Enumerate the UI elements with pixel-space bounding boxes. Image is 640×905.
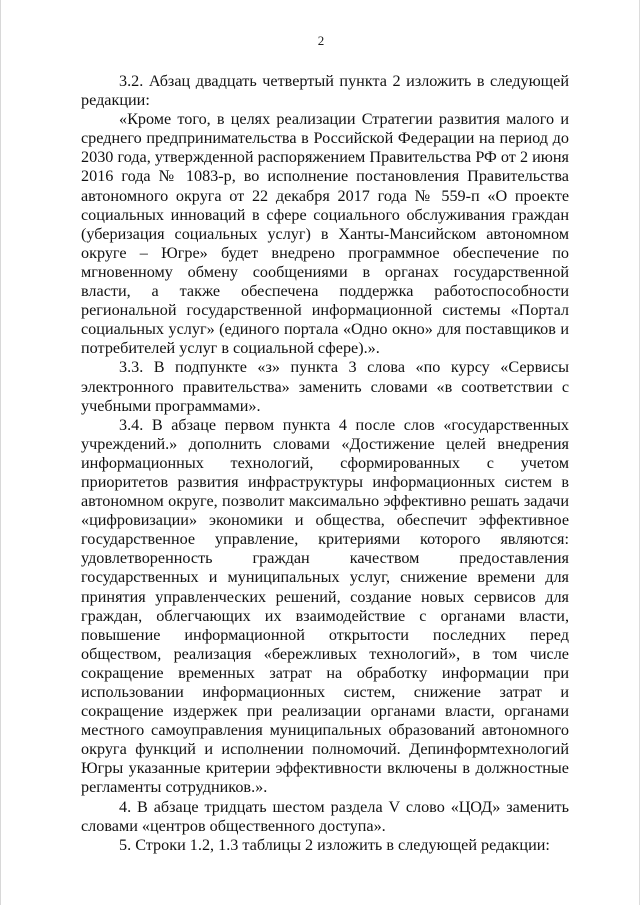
document-body — [81, 72, 569, 855]
paragraph-5: 5. Строки 1.2, 1.3 таблицы 2 изложить в следующей редакции: — [119, 835, 550, 854]
paragraph-4: 4. В абзаце тридцать шестом раздела V слово «ЦОД» заменить словами «центров общественного доступа». — [81, 797, 569, 835]
page-number: 2 — [317, 33, 325, 48]
paragraph-3-3: 3.3. В подпункте «з» пункта 3 слова «по курсу «Сервисы электронного правительства» заменить словами «в соответствии с учебными программами». — [81, 358, 569, 415]
paragraph-quote-strategy: «Кроме того, в целях реализации Стратегии развития малого и среднего предпринимательства в Российской Федерации на период до 2030 года, утвержденной распоряжением Правительства РФ от 2 июня 2016 года № 1083-р, во исполнение постановления Правительства автономного округа от 22 декабря 2017 года № 559-п «О проекте социальных инноваций в сфере социального обслуживания граждан (уберизация социальных услуг) в Ханты-Мансийском автономном округе – Югре» будет внедрено программное обеспечение по мгновенному обмену сообщениями в органах государственной власти, а также обеспечена поддержка работоспособности региональной государственной информационной системы «Портал социальных услуг» (единого портала «Одно окно» для поставщиков и потребителей услуг в социальной сфере).». — [81, 110, 569, 358]
paragraph-3-2: 3.2. Абзац двадцать четвертый пункта 2 изложить в следующей редакции: — [81, 72, 569, 110]
paragraph-3-4: 3.4. В абзаце первом пункта 4 после слов «государственных учреждений.» дополнить словами «Достижение целей внедрения информационных технологий, сформированных с учетом приоритетов развития инфраструктуры информационных систем в автономном округе, позволит максимально эффективно решать задачи «цифровизации» экономики и общества, обеспечит эффективное государственное управление, критериями которого являются: удовлетворенность граждан качеством предоставления государственных и муниципальных услуг, снижение времени для принятия управленческих решений, создание новых сервисов для граждан, облегчающих их взаимодействие с органами власти, повышение информационной открытости последних перед обществом, реализация «бережливых технологий», в том числе сокращение временных затрат на обработку информации при использовании информационных систем, снижение затрат и сокращение издержек при реализации органами власти, органами местного самоуправления муниципальных образований автономного округа функций и исполнении полномочий. Депинформтехнологий Югры указанные критерии эффективности включены в должностные регламенты сотрудников.». — [81, 415, 569, 797]
